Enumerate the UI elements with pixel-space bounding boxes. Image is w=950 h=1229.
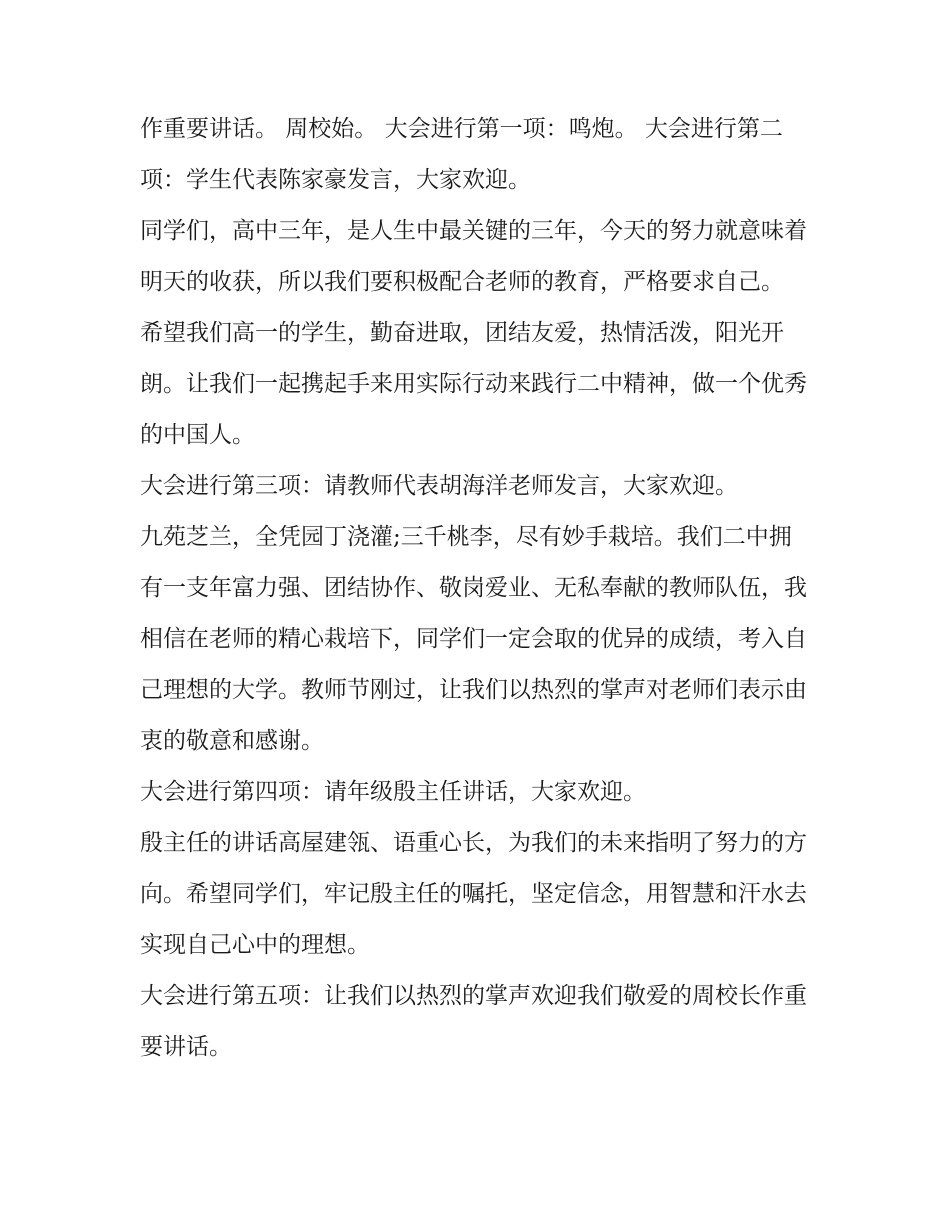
paragraph-6: 大会进行第四项：请年级殷主任讲话，大家欢迎。: [140, 779, 646, 805]
paragraph-1: 作重要讲话。 周校始。 大会进行第一项：鸣炮。 大会进行第二项：学生代表陈家豪发言，大家欢迎。: [140, 116, 783, 193]
document-body: [140, 104, 812, 1073]
paragraph-5: 九苑芝兰，全凭园丁浇灌;三千桃李，尽有妙手栽培。我们二中拥有一支年富力强、团结协作、敬岗爱业、无私奉献的教师队伍，我相信在老师的精心栽培下，同学们一定会取的优异的成绩，考入自己理想的大学。教师节刚过，让我们以热烈的掌声对老师们表示由衷的敬意和感谢。: [140, 524, 807, 754]
paragraph-8: 大会进行第五项：让我们以热烈的掌声欢迎我们敬爱的周校长作重要讲话。: [140, 983, 807, 1060]
paragraph-4: 大会进行第三项：请教师代表胡海洋老师发言，大家欢迎。: [140, 473, 738, 499]
paragraph-2: 同学们，高中三年，是人生中最关键的三年，今天的努力就意味着明天的收获，所以我们要积极配合老师的教育，严格要求自己。: [140, 218, 807, 295]
paragraph-7: 殷主任的讲话高屋建瓴、语重心长，为我们的未来指明了努力的方向。希望同学们，牢记殷主任的嘱托，坚定信念，用智慧和汗水去实现自己心中的理想。: [140, 830, 807, 958]
paragraph-3: 希望我们高一的学生，勤奋进取，团结友爱，热情活泼，阳光开朗。让我们一起携起手来用实际行动来践行二中精神，做一个优秀的中国人。: [140, 320, 807, 448]
